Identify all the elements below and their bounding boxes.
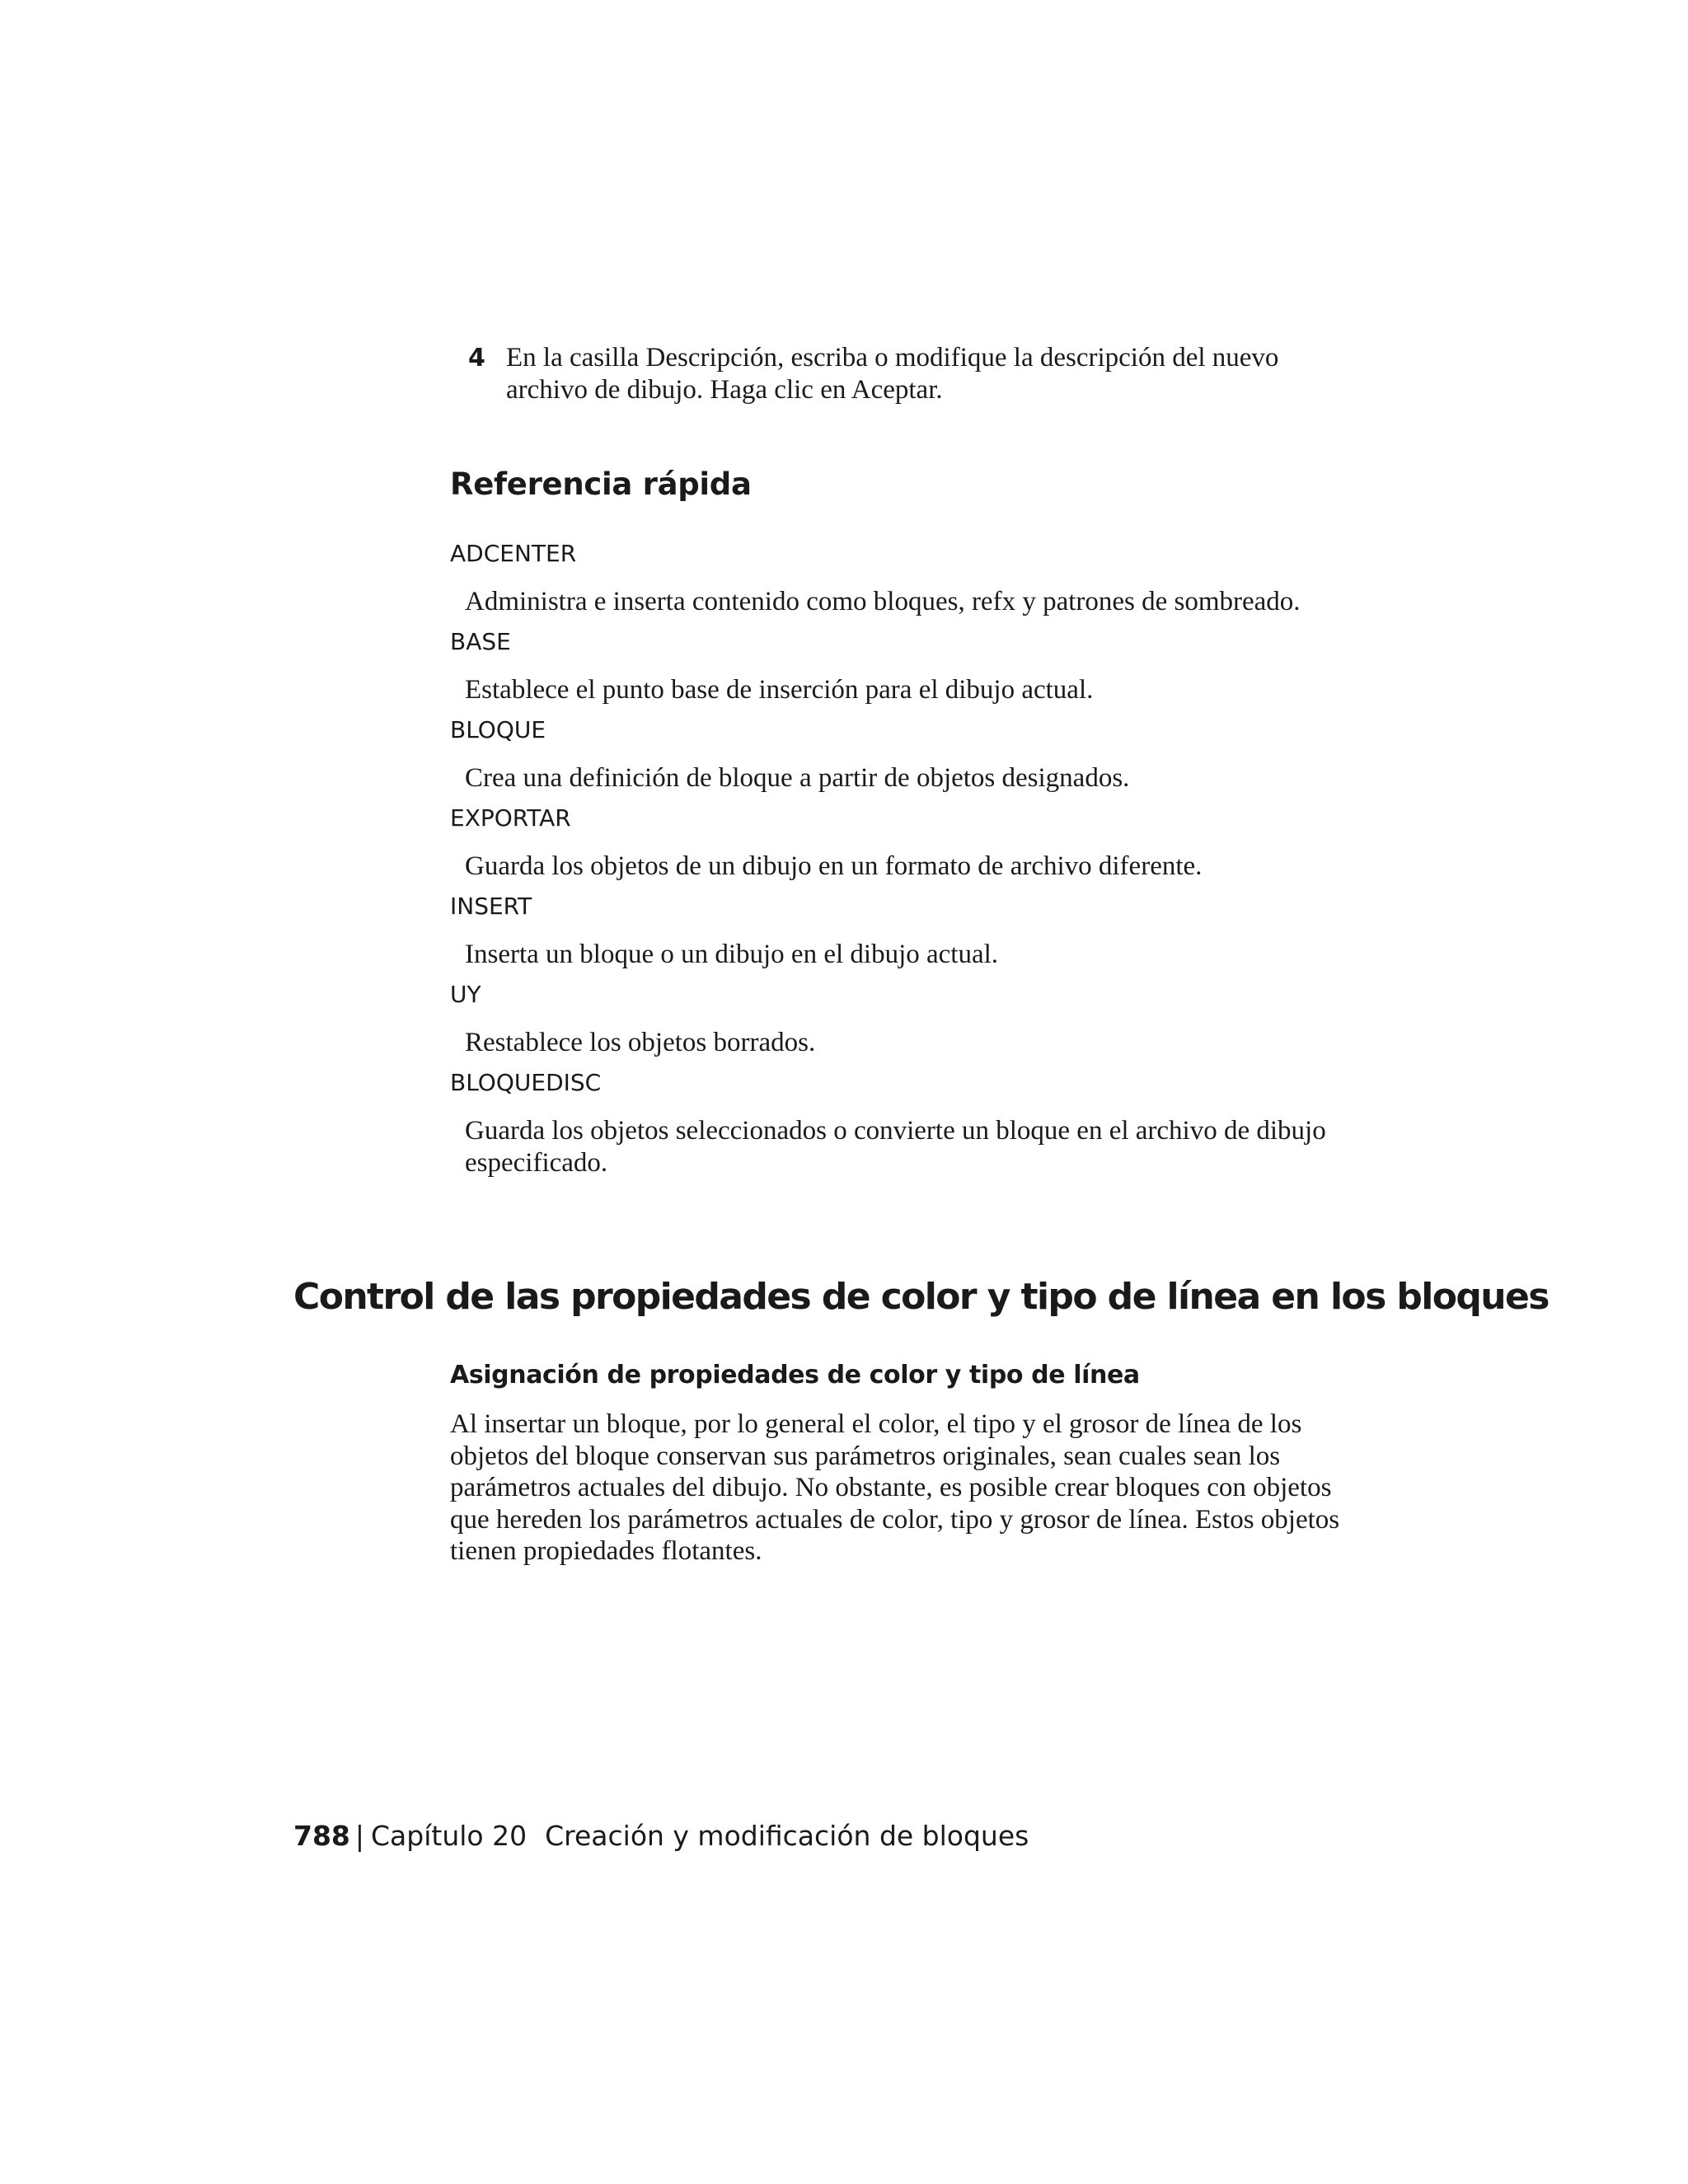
command-description: Inserta un bloque o un dibujo en el dibujo actual.	[465, 940, 999, 969]
command-name: BLOQUE	[450, 716, 546, 743]
command-description: Guarda los objetos seleccionados o convierte un bloque en el archivo de dibujo especificado.	[465, 1116, 1326, 1178]
section-heading: Control de las propiedades de color y tipo de línea en los bloques	[293, 1276, 1549, 1318]
command-description: Administra e inserta contenido como bloques, refx y patrones de sombreado.	[465, 587, 1301, 616]
body-paragraph: Al insertar un bloque, por lo general el color, el tipo y el grosor de línea de los objetos del bloque conservan sus parámetros originales, sean cuales sean los parámetros actuales del dibujo. No obstante, es posible crear bloques con objetos que hereden los parámetros actuales de color, tipo y grosor de línea. Estos objetos tienen propiedades flotantes.	[450, 1409, 1340, 1566]
command-description: Restablece los objetos borrados.	[465, 1028, 816, 1057]
chapter-title: Creación y modificación de bloques	[545, 1820, 1029, 1852]
command-name: BLOQUEDISC	[450, 1069, 602, 1096]
step-number: 4	[468, 344, 485, 373]
subsection-heading: Asignación de propiedades de color y tipo de línea	[450, 1361, 1140, 1390]
command-name: ADCENTER	[450, 540, 577, 567]
step-item	[468, 342, 1342, 406]
command-name: UY	[450, 981, 481, 1008]
command-name: EXPORTAR	[450, 804, 571, 832]
page-footer	[293, 1820, 1029, 1852]
command-description: Crea una definición de bloque a partir de objetos designados.	[465, 763, 1130, 793]
command-name: INSERT	[450, 893, 532, 920]
quick-reference-heading: Referencia rápida	[450, 466, 752, 502]
step-text: En la casilla Descripción, escriba o modifique la descripción del nuevo archivo de dibujo. Haga clic en Aceptar.	[506, 343, 1279, 405]
command-description: Guarda los objetos de un dibujo en un formato de archivo diferente.	[465, 851, 1203, 881]
page-number: 788	[293, 1820, 350, 1852]
footer-separator: |	[354, 1820, 365, 1852]
command-description: Establece el punto base de inserción para el dibujo actual.	[465, 675, 1094, 705]
chapter-label: Capítulo 20	[371, 1820, 528, 1852]
command-name: BASE	[450, 628, 511, 655]
quick-reference-list	[450, 540, 1357, 1189]
